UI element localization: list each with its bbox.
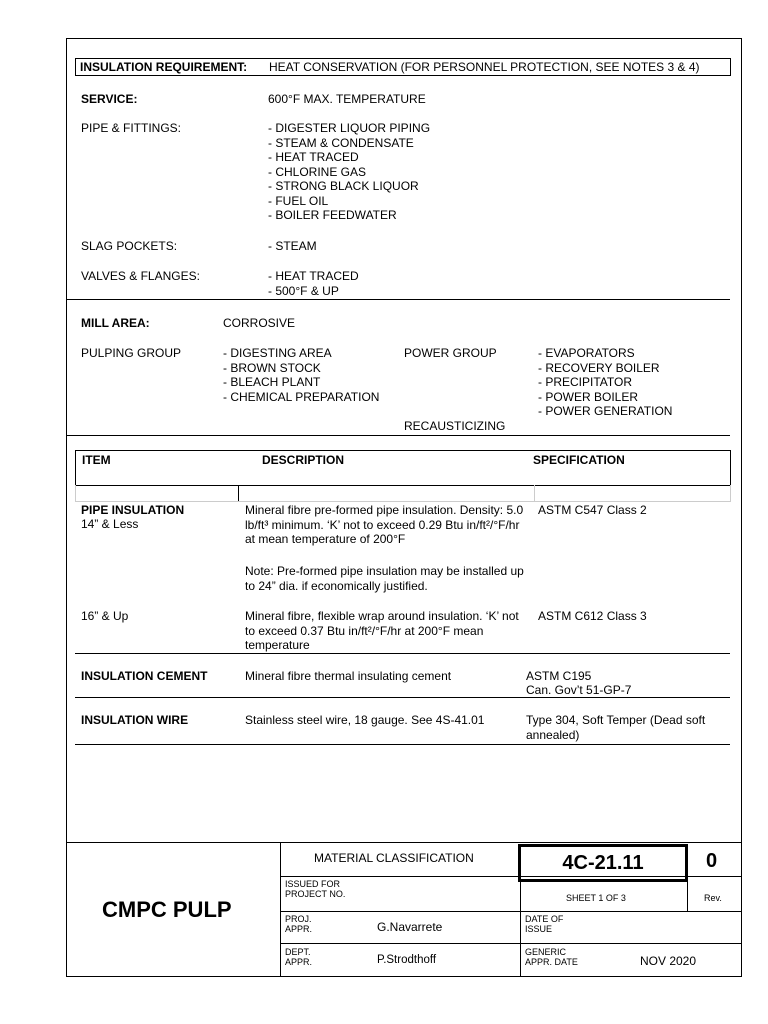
title-block-divider — [280, 842, 281, 976]
pipe-fittings-label: PIPE & FITTINGS: — [81, 121, 182, 135]
row-specification: ASTM C195 — [526, 669, 592, 683]
document-number-box — [518, 844, 688, 882]
table-spacer-row — [75, 485, 731, 502]
list-item: - BOILER FEEDWATER — [268, 208, 397, 222]
recausticizing-label: RECAUSTICIZING — [404, 419, 506, 433]
generic-appr-date-label: GENERIC APPR. DATE — [525, 947, 578, 967]
list-item: - STRONG BLACK LIQUOR — [268, 179, 419, 193]
row-description: Mineral fibre thermal insulating cement — [245, 669, 452, 683]
generic-appr-date: NOV 2020 — [640, 954, 697, 968]
list-item: - FUEL OIL — [268, 193, 329, 208]
list-item: - CHLORINE GAS — [268, 164, 367, 179]
list-item: - BLEACH PLANT — [223, 375, 321, 389]
row-description: Mineral fibre, flexible wrap around insulation. ‘K’ not to exceed 0.37 Btu in/ft²/°F/hr at 200°F mean temperature — [245, 609, 519, 652]
mill-area-value: CORROSIVE — [223, 316, 296, 330]
list-item: - DIGESTER LIQUOR PIPING — [268, 121, 431, 135]
section-divider — [66, 299, 730, 300]
section-divider — [66, 435, 730, 436]
requirement-label: INSULATION REQUIREMENT: — [80, 60, 248, 74]
document-number: 4C-21.11 — [562, 852, 644, 874]
dept-appr-name: P.Strodthoff — [377, 954, 437, 966]
revision-number: 0 — [706, 850, 718, 872]
list-item: - POWER GENERATION — [538, 404, 673, 418]
mill-area-label: MILL AREA: — [81, 316, 150, 330]
row-specification-2: Can. Gov’t 51-GP-7 — [526, 683, 632, 697]
list-item: - HEAT TRACED — [268, 269, 359, 283]
row-divider — [75, 744, 730, 745]
slag-pockets-list — [268, 239, 317, 254]
title-block-row-line — [280, 911, 742, 912]
valves-flanges-list — [268, 269, 359, 298]
list-item: - STEAM — [268, 239, 317, 253]
service-label: SERVICE: — [81, 92, 138, 106]
pulping-group-list — [223, 346, 379, 404]
right-border — [741, 38, 742, 977]
sheet-label: SHEET 1 OF 3 — [566, 893, 626, 903]
row-item: PIPE INSULATION — [81, 503, 185, 517]
top-border — [66, 38, 742, 39]
issued-for-label: ISSUED FOR PROJECT NO. — [285, 879, 346, 899]
list-item: - STEAM & CONDENSATE — [268, 135, 414, 150]
power-group-label: POWER GROUP — [404, 346, 497, 360]
list-item: - PRECIPITATOR — [538, 375, 633, 389]
row-divider — [75, 653, 730, 654]
row-specification: ASTM C612 Class 3 — [538, 609, 647, 623]
list-item: - BROWN STOCK — [223, 360, 321, 375]
left-border — [66, 38, 67, 977]
row-description: Mineral fibre pre-formed pipe insulation. Density: 5.0 lb/ft³ minimum. ‘K’ not to exceed 0.29 Btu in/ft²/°F/hr at mean temperature of 200°F — [245, 503, 524, 546]
column-header-description: DESCRIPTION — [262, 453, 345, 467]
date-of-issue-label: DATE OF ISSUE — [525, 914, 564, 934]
proj-appr-label: PROJ. APPR. — [285, 914, 313, 934]
column-header-item: ITEM — [82, 453, 111, 467]
company-name: CMPC PULP — [102, 897, 232, 922]
list-item: - EVAPORATORS — [538, 346, 635, 360]
pipe-fittings-list — [268, 121, 430, 223]
requirement-value: HEAT CONSERVATION (FOR PERSONNEL PROTECTION, SEE NOTES 3 & 4) — [269, 60, 700, 74]
list-item: - RECOVERY BOILER — [538, 360, 660, 375]
power-group-list — [538, 346, 672, 419]
row-divider — [75, 697, 730, 698]
row-item: 16” & Up — [81, 609, 129, 623]
title-block-divider — [520, 876, 521, 976]
pulping-group-label: PULPING GROUP — [81, 346, 182, 360]
classification-label: MATERIAL CLASSIFICATION — [314, 851, 474, 865]
row-specification: ASTM C547 Class 2 — [538, 503, 647, 517]
slag-pockets-label: SLAG POCKETS: — [81, 239, 178, 253]
list-item: - DIGESTING AREA — [223, 346, 332, 360]
service-value: 600°F MAX. TEMPERATURE — [268, 92, 426, 106]
dept-appr-label: DEPT. APPR. — [285, 947, 313, 967]
column-divider — [534, 485, 535, 501]
row-specification: Type 304, Soft Temper (Dead soft annealed) — [526, 713, 706, 742]
bottom-border — [66, 976, 742, 977]
rev-label: Rev. — [704, 893, 722, 903]
proj-appr-name: G.Navarrete — [377, 920, 443, 934]
list-item: - CHEMICAL PREPARATION — [223, 389, 380, 404]
row-description: Stainless steel wire, 18 gauge. See 4S-41.01 — [245, 713, 485, 727]
row-note: Note: Pre-formed pipe insulation may be installed up to 24” dia. if economically justified. — [245, 564, 524, 593]
row-item: INSULATION CEMENT — [81, 669, 208, 683]
list-item: - 500°F & UP — [268, 283, 339, 298]
table-header-box — [75, 450, 731, 486]
row-item-sub: 14” & Less — [81, 517, 139, 531]
title-block-top — [66, 842, 742, 843]
list-item: - HEAT TRACED — [268, 150, 359, 164]
title-block-row-line — [280, 943, 742, 944]
row-item: INSULATION WIRE — [81, 713, 189, 727]
list-item: - POWER BOILER — [538, 389, 639, 404]
column-divider — [238, 485, 239, 501]
valves-flanges-label: VALVES & FLANGES: — [81, 269, 200, 283]
column-header-specification: SPECIFICATION — [533, 453, 625, 467]
